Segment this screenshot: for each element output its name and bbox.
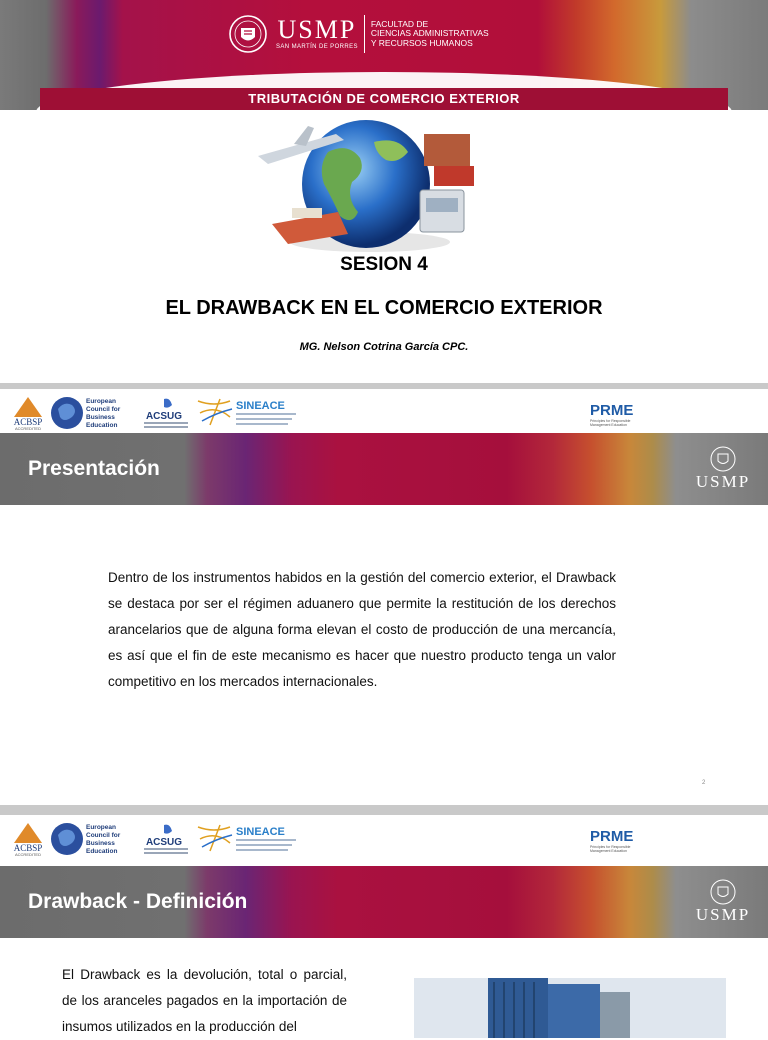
sineace-logo bbox=[196, 821, 306, 857]
section-header-presentacion bbox=[0, 433, 768, 505]
accreditation-strip bbox=[0, 815, 768, 866]
sineace-logo bbox=[196, 395, 306, 431]
course-title: TRIBUTACIÓN DE COMERCIO EXTERIOR bbox=[40, 88, 728, 110]
section-header-definicion bbox=[0, 866, 768, 938]
svg-text:Education: Education bbox=[86, 848, 118, 855]
usmp-fullname: SAN MARTÍN DE PORRES bbox=[276, 44, 358, 50]
acbsp-logo bbox=[8, 821, 48, 857]
svg-text:PRME: PRME bbox=[590, 828, 634, 845]
session-label: SESION 4 bbox=[340, 254, 428, 275]
containers-photo bbox=[414, 978, 726, 1038]
svg-text:PRME: PRME bbox=[590, 402, 634, 419]
svg-text:ACBSP: ACBSP bbox=[13, 843, 43, 853]
section-title: Drawback - Definición bbox=[28, 890, 248, 913]
usmp-crest-icon bbox=[228, 12, 268, 56]
logo-divider bbox=[364, 15, 365, 53]
slide-2-body bbox=[0, 505, 768, 805]
svg-text:ACSUG: ACSUG bbox=[145, 411, 183, 422]
slide-separator bbox=[0, 805, 768, 815]
svg-text:SINEACE: SINEACE bbox=[236, 400, 285, 412]
svg-text:Council for: Council for bbox=[86, 406, 121, 413]
definition-paragraph: El Drawback es la devolución, total o parcial, de los aranceles pagados en la importación de insumos utilizados en la producción del bbox=[62, 967, 347, 1034]
svg-text:Management Education: Management Education bbox=[590, 849, 627, 853]
svg-text:Business: Business bbox=[86, 414, 115, 421]
svg-text:European: European bbox=[86, 398, 116, 405]
svg-text:Principles for Responsible: Principles for Responsible bbox=[590, 419, 631, 423]
presentation-title: EL DRAWBACK EN EL COMERCIO EXTERIOR bbox=[165, 297, 603, 319]
svg-text:Education: Education bbox=[86, 422, 118, 429]
faculty-name: FACULTAD DE CIENCIAS ADMINISTRATIVAS Y RECURSOS HUMANOS bbox=[370, 18, 489, 48]
svg-text:Principles for Responsible: Principles for Responsible bbox=[590, 845, 631, 849]
svg-text:SINEACE: SINEACE bbox=[236, 826, 285, 838]
usmp-crest-icon bbox=[708, 878, 738, 906]
usmp-mini-logo: USMP bbox=[688, 445, 758, 491]
prme-logo bbox=[588, 821, 658, 857]
acsug-logo bbox=[138, 395, 194, 431]
svg-text:ACBSP: ACBSP bbox=[13, 417, 43, 427]
globe-transport-image bbox=[248, 112, 492, 262]
svg-text:Management Education: Management Education bbox=[590, 423, 627, 427]
svg-text:ACSUG: ACSUG bbox=[145, 837, 183, 848]
prme-logo bbox=[588, 395, 658, 431]
usmp-mini-logo: USMP bbox=[688, 878, 758, 924]
usmp-crest-icon bbox=[708, 445, 738, 473]
section-title: Presentación bbox=[28, 457, 160, 480]
accreditation-strip bbox=[0, 389, 768, 435]
ecbe-logo bbox=[50, 821, 130, 857]
acbsp-logo bbox=[8, 395, 48, 431]
usmp-wordmark: USMP bbox=[277, 15, 357, 44]
author-name: MG. Nelson Cotrina García CPC. bbox=[299, 341, 469, 353]
svg-text:ACCREDITED: ACCREDITED bbox=[14, 852, 42, 857]
svg-text:Council for: Council for bbox=[86, 832, 121, 839]
acsug-logo bbox=[138, 821, 194, 857]
usmp-logo bbox=[228, 12, 489, 56]
presentation-paragraph: Dentro de los instrumentos habidos en la gestión del comercio exterior, el Drawback se destaca por ser el régimen aduanero que permite la restitución de los derechos arancelarios que de alguna forma elevan el costo de producción de una mercancía, es así que el fin de este mecanismo es hacer que nuestro producto tenga un valor competitivo en los mercados internacionales. bbox=[108, 570, 616, 689]
svg-text:Business: Business bbox=[86, 840, 115, 847]
slide-3-body bbox=[0, 938, 768, 1034]
svg-text:European: European bbox=[86, 824, 116, 831]
page-number: 2 bbox=[702, 780, 706, 786]
svg-text:ACCREDITED: ACCREDITED bbox=[14, 426, 42, 431]
ecbe-logo bbox=[50, 395, 130, 431]
slide-1-title bbox=[0, 0, 768, 383]
